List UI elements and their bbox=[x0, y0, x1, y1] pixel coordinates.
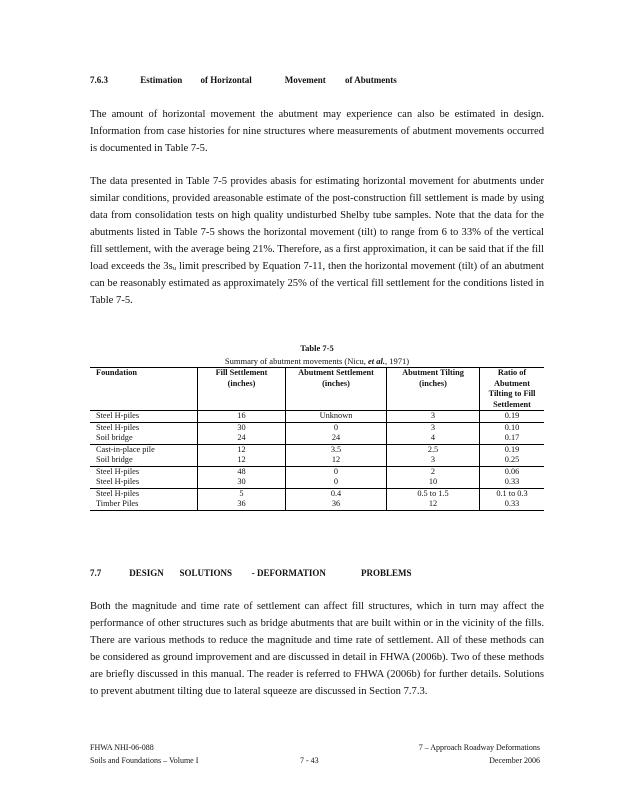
table-subtitle-pre: Summary of abutment movements (Nicu, bbox=[224, 356, 366, 366]
col-header-ratio: Ratio of Abutment Tilting to Fill Settlement bbox=[480, 368, 545, 411]
cell-ratio: 0.25 bbox=[480, 455, 545, 466]
cell-fill-settlement: 16 bbox=[198, 411, 286, 423]
section-title-word: Estimation bbox=[140, 75, 183, 85]
table-header-row bbox=[90, 368, 544, 411]
section-title-word: SOLUTIONS bbox=[179, 568, 233, 578]
footer-left bbox=[90, 741, 198, 767]
cell-abutment-settlement: 0 bbox=[286, 422, 387, 433]
cell-ratio: 0.33 bbox=[480, 499, 545, 510]
table-title: Table 7-5 bbox=[300, 343, 334, 353]
table-row bbox=[90, 455, 544, 466]
cell-abutment-settlement: 0 bbox=[286, 466, 387, 477]
cell-ratio: 0.19 bbox=[480, 411, 545, 423]
section-heading-7-6-3 bbox=[90, 75, 397, 85]
footer-page-number: 7 - 43 bbox=[300, 756, 319, 765]
table-row bbox=[90, 422, 544, 433]
section-title-word: of Horizontal bbox=[200, 75, 252, 85]
cell-ratio: 0.33 bbox=[480, 477, 545, 488]
section-title-word: of Abutments bbox=[345, 75, 397, 85]
cell-fill-settlement: 24 bbox=[198, 433, 286, 444]
col-header-fill-settlement: Fill Settlement (inches) bbox=[198, 368, 286, 411]
section-number: 7.7 bbox=[90, 568, 102, 578]
cell-abutment-tilting: 3 bbox=[387, 422, 480, 433]
section-title-word: - DEFORMATION bbox=[251, 568, 326, 578]
cell-ratio: 0.10 bbox=[480, 422, 545, 433]
section-title-word: Movement bbox=[284, 75, 326, 85]
abutment-movements-table bbox=[90, 367, 544, 511]
cell-abutment-settlement: 12 bbox=[286, 455, 387, 466]
cell-ratio: 0.1 to 0.3 bbox=[480, 488, 545, 499]
cell-abutment-tilting: 12 bbox=[387, 499, 480, 510]
cell-abutment-tilting: 4 bbox=[387, 433, 480, 444]
col-header-abutment-settlement: Abutment Settlement (inches) bbox=[286, 368, 387, 411]
cell-abutment-settlement: 0.4 bbox=[286, 488, 387, 499]
cell-fill-settlement: 30 bbox=[198, 422, 286, 433]
cell-foundation: Steel H-piles bbox=[96, 411, 140, 420]
table-subtitle-italic: et al. bbox=[367, 356, 385, 366]
cell-abutment-settlement: 24 bbox=[286, 433, 387, 444]
cell-foundation: Steel H-piles bbox=[90, 488, 198, 499]
table-row bbox=[90, 499, 544, 510]
footer-doc-title: Soils and Foundations – Volume I bbox=[90, 756, 199, 765]
cell-fill-settlement: 36 bbox=[198, 499, 286, 510]
cell-ratio: 0.06 bbox=[480, 466, 545, 477]
table-row bbox=[90, 477, 544, 488]
paragraph-1: The amount of horizontal movement the abutment may experience can also be estimated in design. Information from case histories for nine structures where measurements of abutment movements occurred is documented in Table 7-5. bbox=[90, 109, 544, 154]
cell-foundation: Steel H-piles bbox=[96, 477, 140, 486]
cell-fill-settlement: 30 bbox=[198, 477, 286, 488]
cell-abutment-settlement: 3.5 bbox=[286, 444, 387, 455]
cell-foundation: Steel H-piles bbox=[90, 466, 198, 477]
cell-abutment-tilting: 10 bbox=[387, 477, 480, 488]
cell-abutment-settlement: 36 bbox=[286, 499, 387, 510]
cell-abutment-tilting: 2 bbox=[387, 466, 480, 477]
cell-ratio: 0.17 bbox=[480, 433, 545, 444]
footer-right bbox=[419, 741, 540, 767]
footer-date: December 2006 bbox=[489, 756, 540, 765]
cell-abutment-settlement: Unknown bbox=[286, 411, 387, 423]
table-row bbox=[90, 433, 544, 444]
cell-abutment-settlement: 0 bbox=[286, 477, 387, 488]
table-subtitle bbox=[90, 356, 544, 366]
paragraph-2: The data presented in Table 7-5 provides abasis for estimating horizontal movement for abutments under similar conditions, provided areasonable estimate of the post-construction fill settlement is made by using data from consolidation tests on high quality undisturbed Shelby tube samples. Note that the data for the abutments listed in Table 7-5 shows the horizontal movement (tilt) to range from 6 to 33% of the vertical fill settlement, with the average being 21%. Therefore, as a first approximation, it can be said that if the fill load exceeds the 3sᵤ limit prescribed by Equation 7-11, then the horizontal movement (tilt) of an abutment can be reasonably estimated as approximately 25% of the vertical fill settlement for the conditions listed in Table 7-5. bbox=[90, 176, 544, 306]
cell-foundation: Soil bridge bbox=[96, 433, 133, 442]
cell-abutment-tilting: 2.5 bbox=[387, 444, 480, 455]
col-header-abutment-tilting: Abutment Tilting (inches) bbox=[387, 368, 480, 411]
cell-foundation: Cast-in-place pile bbox=[90, 444, 198, 455]
cell-abutment-tilting: 3 bbox=[387, 455, 480, 466]
table-row bbox=[90, 444, 544, 455]
section-heading-7-7 bbox=[90, 568, 412, 578]
footer-doc-id: FHWA NHI-06-088 bbox=[90, 743, 154, 752]
cell-fill-settlement: 48 bbox=[198, 466, 286, 477]
footer-chapter: 7 – Approach Roadway Deformations bbox=[418, 743, 540, 752]
table-row bbox=[90, 488, 544, 499]
cell-foundation: Steel H-piles bbox=[90, 422, 198, 433]
table-row bbox=[90, 466, 544, 477]
paragraph-3: Both the magnitude and time rate of settlement can affect fill structures, which in turn may affect the performance of other structures such as bridge abutments that are built within or in the vicinity of the fills. There are various methods to reduce the magnitude and time rate of settlement. All of these methods can be considered as ground improvement and are discussed in detail in FHWA (2006b). Two of these methods are briefly discussed in this manual. The reader is referred to FHWA (2006b) for further details. Solutions to prevent abutment tilting due to lateral squeeze are discussed in Section 7.7.3. bbox=[90, 601, 544, 697]
table-row bbox=[90, 411, 544, 423]
cell-fill-settlement: 12 bbox=[198, 455, 286, 466]
cell-fill-settlement: 5 bbox=[198, 488, 286, 499]
cell-fill-settlement: 12 bbox=[198, 444, 286, 455]
cell-ratio: 0.19 bbox=[480, 444, 545, 455]
section-number: 7.6.3 bbox=[90, 75, 108, 85]
table-subtitle-post: , 1971) bbox=[384, 356, 410, 366]
cell-abutment-tilting: 0.5 to 1.5 bbox=[387, 488, 480, 499]
cell-foundation: Timber Piles bbox=[90, 499, 198, 510]
col-header-foundation: Foundation bbox=[90, 368, 198, 411]
section-title-word: DESIGN bbox=[129, 568, 164, 578]
cell-foundation: Soil bridge bbox=[96, 455, 133, 464]
section-title-word: PROBLEMS bbox=[361, 568, 412, 578]
cell-abutment-tilting: 3 bbox=[387, 411, 480, 423]
